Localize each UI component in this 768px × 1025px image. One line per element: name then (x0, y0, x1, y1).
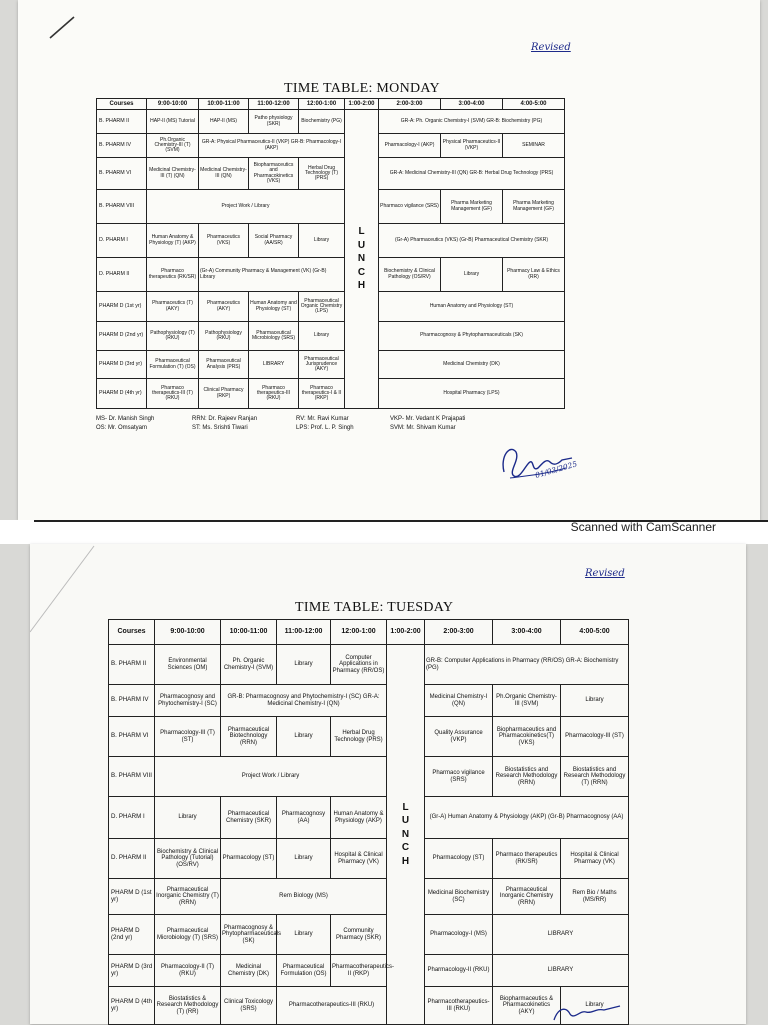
slot-cell: Pharmaceutical Inorganic Chemistry (RRN) (493, 879, 561, 915)
signature-mark (496, 438, 592, 484)
slot-cell: Quality Assurance (VKP) (425, 717, 493, 757)
table-row (97, 158, 565, 190)
table-row (97, 379, 565, 409)
col-header: 10:00-11:00 (221, 620, 277, 645)
slot-cell: Rem Biology (MS) (221, 879, 387, 915)
lunch-letter: U (357, 239, 366, 251)
slot-cell: Pharmacology (ST) (425, 839, 493, 879)
lunch-letter: N (357, 253, 366, 265)
legend-entry: ST: Ms. Srishti Tiwari (192, 425, 248, 431)
slot-cell: Pharmaco therapeutics-III (T) (RKU) (147, 379, 199, 409)
slot-cell: Pharmacology-II (RKU) (425, 955, 493, 987)
col-header: 4:00-5:00 (561, 620, 629, 645)
slot-cell: GR-A: Physical Pharmaceutics-II (VKP) GR-B: Pharmacology-I (AKP) (199, 134, 345, 158)
slot-cell: Herbal Drug Technology (PRS) (331, 717, 387, 757)
col-header: 12:00-1:00 (331, 620, 387, 645)
course-cell: B. PHARM VI (97, 158, 147, 190)
slot-cell: Pharmaco vigilance (SRS) (425, 757, 493, 797)
slot-cell: Pharmacotherapeutics-III (RKU) (425, 987, 493, 1025)
course-cell: D. PHARM II (97, 258, 147, 292)
slot-cell: Pharmaceutical Analysis (PRS) (199, 351, 249, 379)
slot-cell: Pharmacognosy & Phytopharmaceuticals (SK) (221, 915, 277, 955)
slot-cell: Biostatistics and Research Methodology (T) (RRN) (561, 757, 629, 797)
slot-cell: HAP-II (MS) Tutorial (147, 110, 199, 134)
afternoon-cell: (Gr-A) Human Anatomy & Physiology (AKP) (Gr-B) Pharmacognosy (AA) (425, 797, 629, 839)
slot-cell: Pharmacy Law & Ethics (RR) (503, 258, 565, 292)
slot-cell: Medicinal Biochemistry (SC) (425, 879, 493, 915)
slot-cell: Medicinal Chemistry-I (QN) (425, 685, 493, 717)
monday-timetable (96, 98, 565, 409)
slot-cell: Medicinal Chemistry-III (T) (QN) (147, 158, 199, 190)
slot-cell: Biostatistics & Research Methodology (T) (RR) (155, 987, 221, 1025)
slot-cell: Human Anatomy & Physiology (AKP) (331, 797, 387, 839)
afternoon-cell: Medicinal Chemistry (DK) (379, 351, 565, 379)
col-header: 2:00-3:00 (425, 620, 493, 645)
slot-cell: Pharmaceutical Biotechnology (RRN) (221, 717, 277, 757)
course-cell: PHARM D (1st yr) (109, 879, 155, 915)
slot-cell: Biopharmaceutics and Pharmacokinetics(T) (VKS) (493, 717, 561, 757)
slot-cell: Hospital & Clinical Pharmacy (VK) (331, 839, 387, 879)
table-row (97, 110, 565, 134)
slot-cell: GR-B: Pharmacognosy and Phytochemistry-I (SC) GR-A: Medicinal Chemistry-I (QN) (221, 685, 387, 717)
col-header: 2:00-3:00 (379, 99, 441, 110)
table-row (109, 757, 629, 797)
table-row (97, 258, 565, 292)
course-cell: PHARM D (4th yr) (97, 379, 147, 409)
lunch-letter: H (401, 855, 410, 867)
lunch-column (345, 110, 379, 409)
slot-cell: Pharmaceutics (AKY) (199, 292, 249, 322)
course-cell: B. PHARM VIII (109, 757, 155, 797)
col-header: Courses (97, 99, 147, 110)
slot-cell: Pharmaceutical Inorganic Chemistry (T) (RRN) (155, 879, 221, 915)
lunch-letter: C (401, 842, 410, 854)
afternoon-cell: GR-B: Computer Applications in Pharmacy (RR/OS) GR-A: Biochemistry (PG) (425, 645, 629, 685)
course-cell: B. PHARM IV (97, 134, 147, 158)
col-header: 1:00-2:00 (387, 620, 425, 645)
table-row (109, 915, 629, 955)
lunch-letter: L (358, 226, 365, 238)
col-header: 1:00-2:00 (345, 99, 379, 110)
col-header: 3:00-4:00 (441, 99, 503, 110)
slot-cell: Clinical Pharmacy (RKP) (199, 379, 249, 409)
slot-cell: Biochemistry (PG) (299, 110, 345, 134)
slot-cell: Library (299, 224, 345, 258)
signature-date: 01/03/2025 (534, 459, 579, 480)
table-row (109, 839, 629, 879)
slot-cell: Pharmacotherapeutics-II (RKP) (331, 955, 387, 987)
slot-cell: Pharmacognosy (AA) (277, 797, 331, 839)
afternoon-cell: Pharmacognosy & Phytopharmaceuticals (SK) (379, 322, 565, 351)
col-header: 11:00-12:00 (249, 99, 299, 110)
slot-cell: Pharmaco therapeutics-III (RKU) (249, 379, 299, 409)
col-header: 11:00-12:00 (277, 620, 331, 645)
slot-cell: Human Anatomy and Physiology (ST) (249, 292, 299, 322)
col-header: 9:00-10:00 (147, 99, 199, 110)
col-header: 4:00-5:00 (503, 99, 565, 110)
slot-cell: LIBRARY (493, 915, 629, 955)
course-cell: B. PHARM II (97, 110, 147, 134)
course-cell: PHARM D (2nd yr) (97, 322, 147, 351)
slot-cell: Pharmaco therapeutics (RK/SR) (493, 839, 561, 879)
slot-cell: Biochemistry & Clinical Pathology (Tutorial) (OS/RV) (155, 839, 221, 879)
course-cell: B. PHARM IV (109, 685, 155, 717)
table-row (97, 134, 565, 158)
course-cell: D. PHARM II (109, 839, 155, 879)
slot-cell: Pharma Marketing Management (GF) (441, 190, 503, 224)
slot-cell: Pharmacology-I (MS) (425, 915, 493, 955)
slot-cell: Physical Pharmaceutics-II (VKP) (441, 134, 503, 158)
signature-mark (550, 1000, 630, 1024)
table-row (109, 955, 629, 987)
slot-cell: Ph. Organic Chemistry-I (SVM) (221, 645, 277, 685)
afternoon-cell: GR-A: Ph. Organic Chemistry-I (SVM) GR-B: Biochemistry (PG) (379, 110, 565, 134)
revised-annotation: Revised (585, 568, 625, 579)
course-cell: PHARM D (4th yr) (109, 987, 155, 1025)
slot-cell: Pharmacology-III (T) (ST) (155, 717, 221, 757)
slot-cell: Patho physiology (SKR) (249, 110, 299, 134)
slot-cell: SEMINAR (503, 134, 565, 158)
table-row (97, 322, 565, 351)
slot-cell: Pharmaceutics (T) (AKY) (147, 292, 199, 322)
slot-cell: Pharmacognosy and Phytochemistry-I (SC) (155, 685, 221, 717)
table-row (109, 685, 629, 717)
slot-cell: Biopharmaceutics & Pharmacokinetics (AKY) (493, 987, 561, 1025)
table-row (97, 190, 565, 224)
afternoon-cell: (Gr-A) Pharmaceutics (VKS) (Gr-B) Pharmaceutical Chemistry (SKR) (379, 224, 565, 258)
slot-cell: Environmental Sciences (OM) (155, 645, 221, 685)
legend-entry: MS- Dr. Manish Singh (96, 416, 155, 422)
tuesday-title: TIME TABLE: TUESDAY (295, 600, 454, 615)
slot-cell: Biochemistry & Clinical Pathology (OS/RV) (379, 258, 441, 292)
slot-cell: HAP-II (MS) (199, 110, 249, 134)
slot-cell: Human Anatomy & Physiology (T) (AKP) (147, 224, 199, 258)
slot-cell: Pharmaceutical Formulation (OS) (277, 955, 331, 987)
slot-cell: Pharmacology (ST) (221, 839, 277, 879)
slot-cell: Pharmaceutical Chemistry (SKR) (221, 797, 277, 839)
slot-cell: Library (561, 987, 629, 1025)
table-row (109, 879, 629, 915)
slot-cell: Pharmacology-II (T) (RKU) (155, 955, 221, 987)
slot-cell: Ph.Organic Chemistry-III (SVM) (493, 685, 561, 717)
scan-watermark: Scanned with CamScanner (570, 520, 716, 534)
col-header: 3:00-4:00 (493, 620, 561, 645)
slot-cell: Library (277, 645, 331, 685)
slot-cell: Pharmaceutical Organic Chemistry (LPS) (299, 292, 345, 322)
table-row (97, 292, 565, 322)
lunch-letter: L (402, 801, 409, 813)
afternoon-cell: GR-A: Medicinal Chemistry-III (QN) GR-B: Herbal Drug Technology (PRS) (379, 158, 565, 190)
slot-cell: Medicinal Chemistry-III (QN) (199, 158, 249, 190)
table-row (97, 351, 565, 379)
slot-cell: Library (277, 915, 331, 955)
slot-cell: Pharmaco therapeutics-I & II (RKP) (299, 379, 345, 409)
slot-cell: Pathophysiology (T) (RKU) (147, 322, 199, 351)
table-row (109, 797, 629, 839)
slot-cell: Library (299, 322, 345, 351)
legend-entry: SVM: Mr. Shivam Kumar (390, 425, 456, 431)
course-cell: B. PHARM VIII (97, 190, 147, 224)
lunch-letter: H (357, 280, 366, 292)
afternoon-cell: Hospital Pharmacy (LPS) (379, 379, 565, 409)
slot-cell: Pharmaceutical Microbiology (SRS) (249, 322, 299, 351)
slot-cell: Social Pharmacy (AA/SR) (249, 224, 299, 258)
tuesday-timetable (108, 619, 629, 1025)
lunch-letter: U (401, 815, 410, 827)
course-cell: B. PHARM II (109, 645, 155, 685)
legend-entry: VKP- Mr. Vedant K Prajapati (390, 416, 466, 422)
slot-cell: Biostatistics and Research Methodology (RRN) (493, 757, 561, 797)
legend-entry: RRN: Dr. Rajeev Ranjan (192, 416, 258, 422)
slot-cell: Pharmaceutical Microbiology (T) (SRS) (155, 915, 221, 955)
table-row (109, 717, 629, 757)
course-cell: PHARM D (2nd yr) (109, 915, 155, 955)
col-header: Courses (109, 620, 155, 645)
slot-cell: Pharmacology-I (AKP) (379, 134, 441, 158)
faculty-legend (96, 416, 566, 434)
course-cell: PHARM D (3rd yr) (109, 955, 155, 987)
slot-cell: Library (561, 685, 629, 717)
slot-cell: Medicinal Chemistry (DK) (221, 955, 277, 987)
legend-row (96, 416, 566, 425)
col-header: 9:00-10:00 (155, 620, 221, 645)
revised-annotation: Revised (531, 42, 571, 53)
legend-entry: OS: Mr. Omsatyam (96, 425, 148, 431)
slot-cell: Herbal Drug Technology (T) (PRS) (299, 158, 345, 190)
slot-cell: Pharmacology-III (ST) (561, 717, 629, 757)
slot-cell: Pharmaco vigilance (SRS) (379, 190, 441, 224)
slot-cell: Library (277, 717, 331, 757)
scanned-page-tuesday (30, 544, 746, 1024)
lunch-letter: N (401, 828, 410, 840)
slot-cell: Computer Applications in Pharmacy (RR/OS) (331, 645, 387, 685)
slot-cell: Library (441, 258, 503, 292)
slot-cell: Community Pharmacy (SKR) (331, 915, 387, 955)
slot-cell: LIBRARY (493, 955, 629, 987)
slot-cell: Hospital & Clinical Pharmacy (VK) (561, 839, 629, 879)
pen-stroke-mark (48, 14, 78, 40)
slot-cell: LIBRARY (249, 351, 299, 379)
legend-entry: RV: Mr. Ravi Kumar (296, 416, 349, 422)
legend-entry: LPS: Prof. L. P. Singh (296, 425, 354, 431)
slot-cell: Pharmaco therapeutics (RK/SR) (147, 258, 199, 292)
slot-cell: Ph.Organic Chemistry-III (T) (SVM) (147, 134, 199, 158)
monday-title: TIME TABLE: MONDAY (284, 81, 440, 96)
slot-cell: Library (155, 797, 221, 839)
slot-cell: Project Work / Library (155, 757, 387, 797)
col-header: 12:00-1:00 (299, 99, 345, 110)
slot-cell: Pharma Marketing Management (GF) (503, 190, 565, 224)
slot-cell: Pharmacotherapeutics-III (RKU) (277, 987, 387, 1025)
course-cell: B. PHARM VI (109, 717, 155, 757)
slot-cell: Project Work / Library (147, 190, 345, 224)
slot-cell: Library (277, 839, 331, 879)
course-cell: PHARM D (1st yr) (97, 292, 147, 322)
header-row (109, 620, 629, 645)
table-row (109, 645, 629, 685)
slot-cell: Pharmaceutics (VKS) (199, 224, 249, 258)
course-cell: D. PHARM I (97, 224, 147, 258)
fold-shadow (30, 544, 100, 634)
slot-cell: Rem Bio / Maths (MS/RR) (561, 879, 629, 915)
afternoon-cell: Human Anatomy and Physiology (ST) (379, 292, 565, 322)
header-row (97, 99, 565, 110)
lunch-letter: C (357, 266, 366, 278)
course-cell: PHARM D (3rd yr) (97, 351, 147, 379)
slot-cell: Pharmaceutical Jurisprudence (AKY) (299, 351, 345, 379)
slot-cell: Pharmaceutical Formulation (T) (OS) (147, 351, 199, 379)
legend-row (96, 425, 566, 434)
table-row (97, 224, 565, 258)
slot-cell: Biopharmaceutics and Pharmacokinetics (VKS) (249, 158, 299, 190)
slot-cell: Pathophysiology (RKU) (199, 322, 249, 351)
slot-cell: (Gr-A) Community Pharmacy & Management (VK) (Gr-B) Library (199, 258, 345, 292)
slot-cell: Clinical Toxicology (SRS) (221, 987, 277, 1025)
course-cell: D. PHARM I (109, 797, 155, 839)
col-header: 10:00-11:00 (199, 99, 249, 110)
